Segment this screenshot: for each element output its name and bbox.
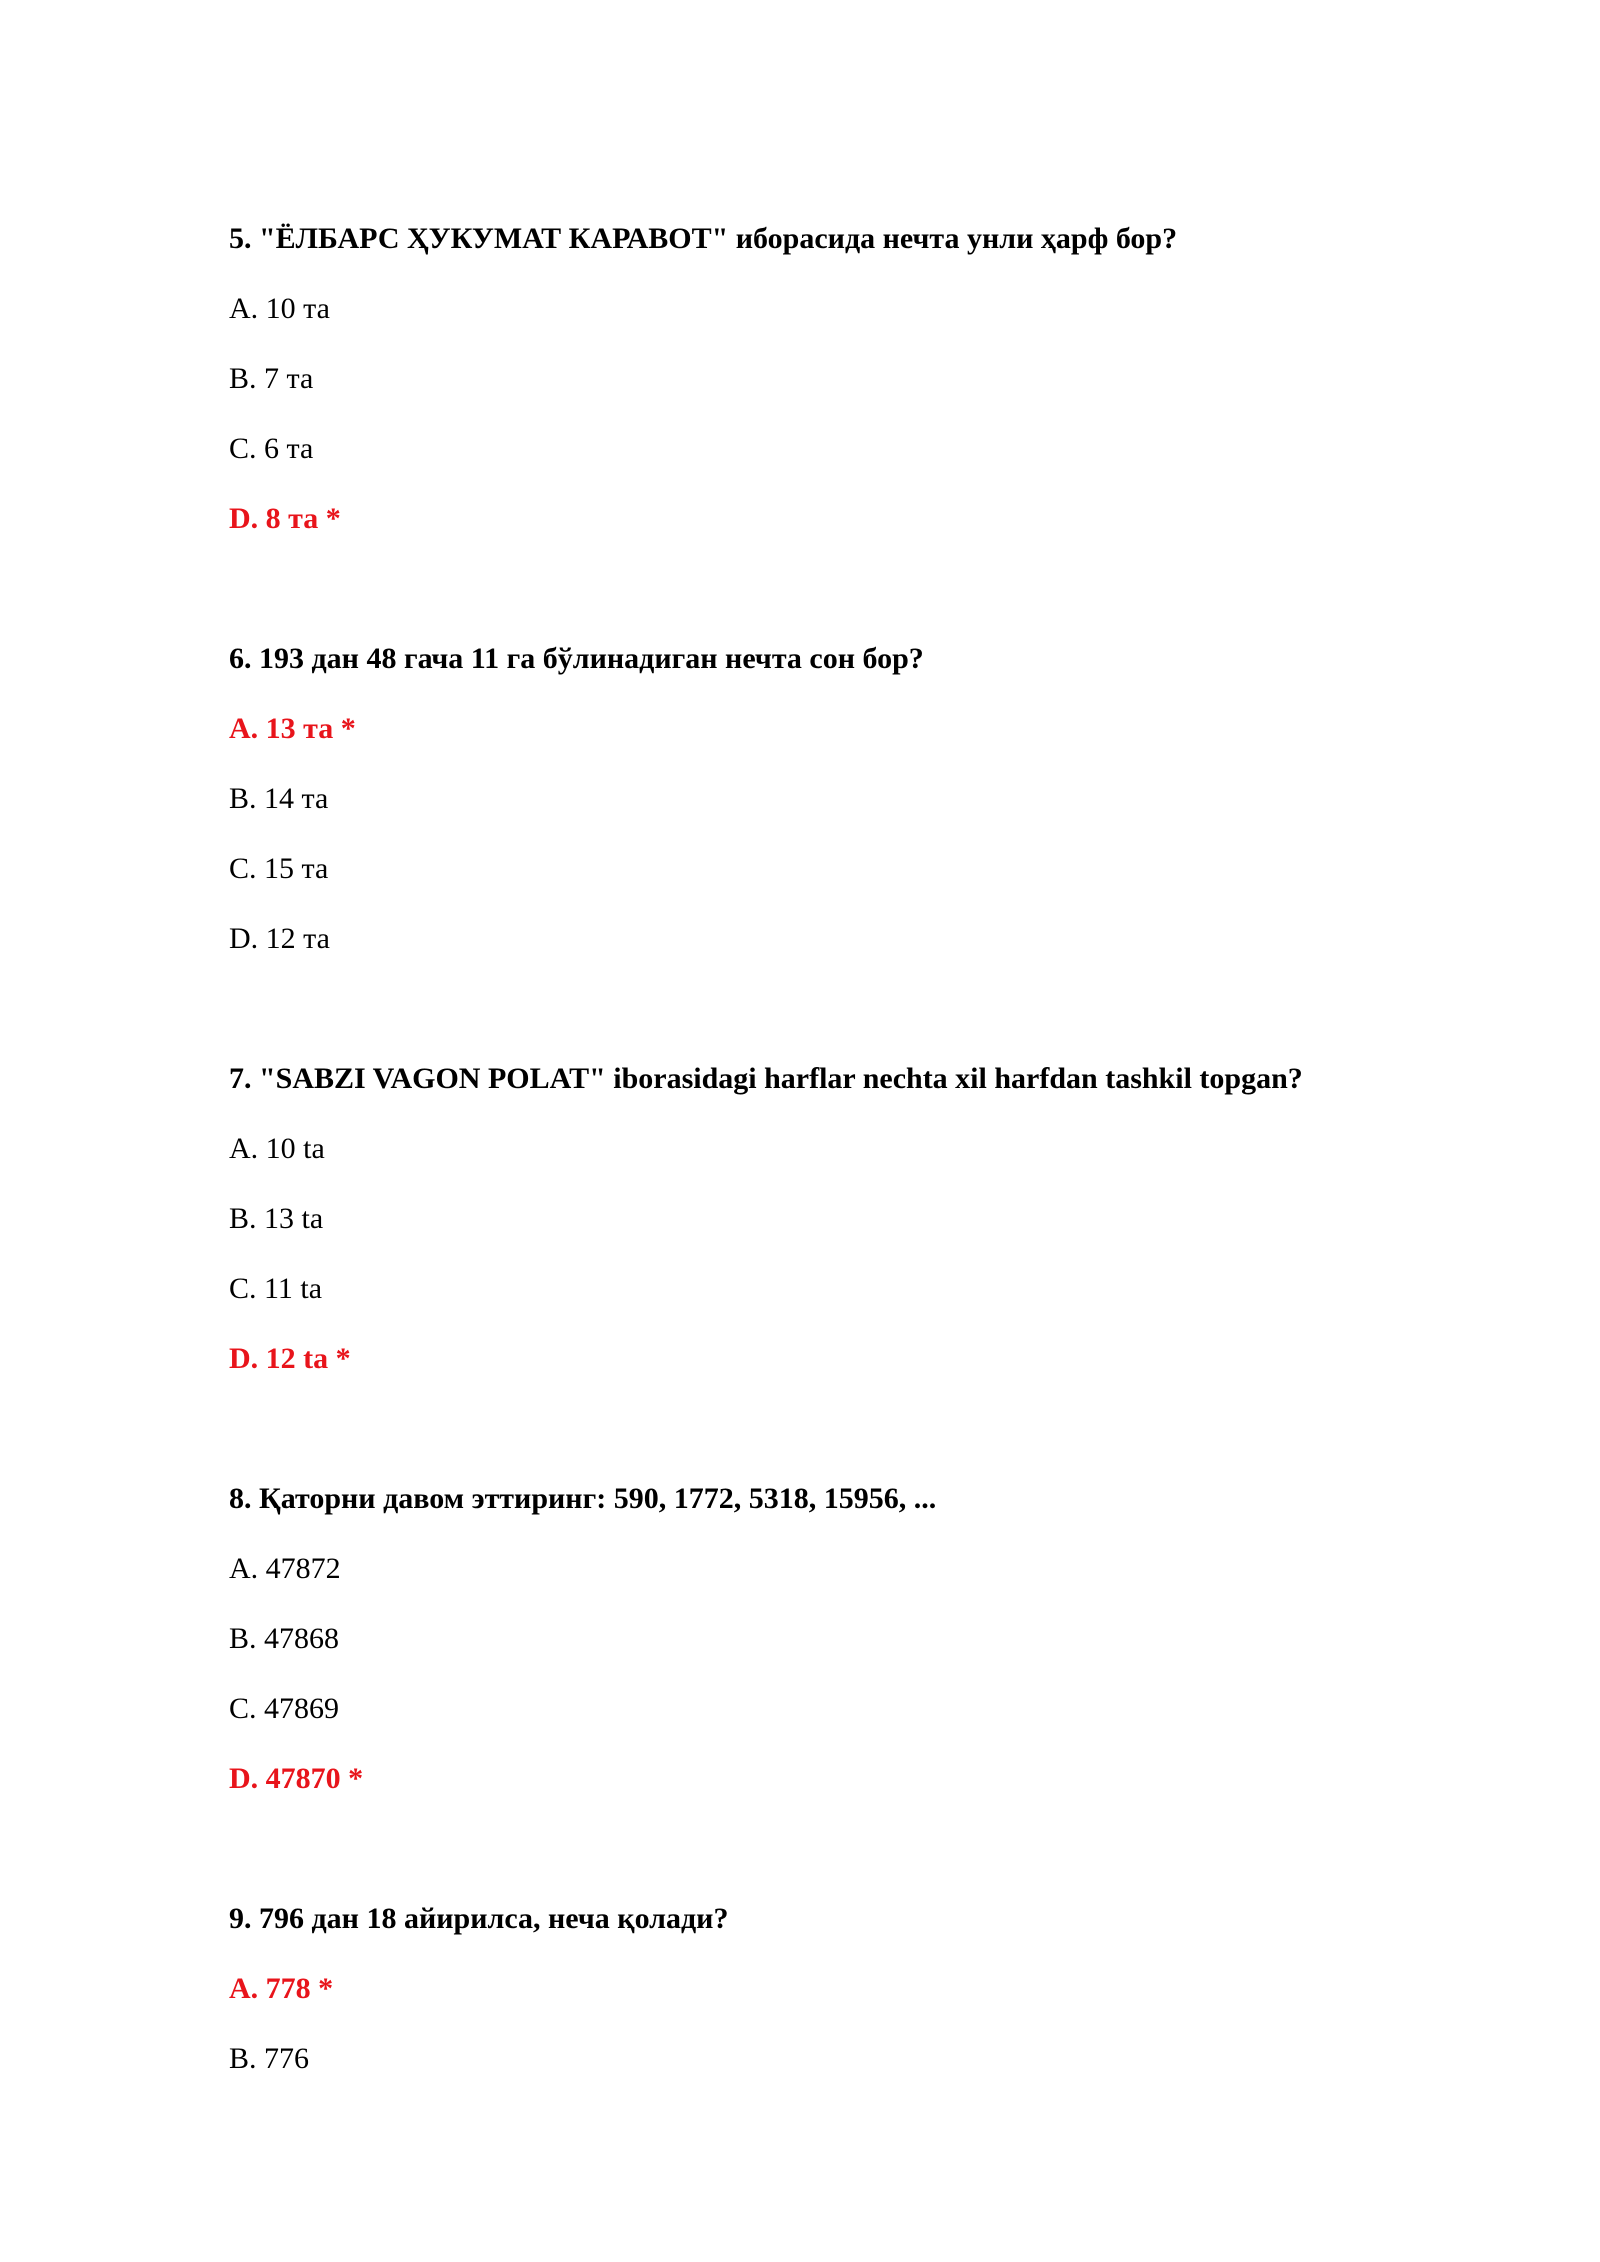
- question-text: 9. 796 дан 18 айирилса, неча қолади?: [229, 1902, 729, 1935]
- question-text: 7. "SABZI VAGON POLAT" iborasidagi harflar nechta xil harfdan tashkil topgan?: [229, 1062, 1303, 1095]
- option-a-correct: A. 13 та *: [229, 712, 356, 745]
- question-spacer: [229, 572, 1489, 642]
- option-b: B. 776: [229, 2042, 310, 2075]
- option-b: B. 14 та: [229, 782, 329, 815]
- question-spacer: [229, 1832, 1489, 1902]
- option-b: B. 13 ta: [229, 1202, 324, 1235]
- option-d-correct: D. 12 ta *: [229, 1342, 351, 1375]
- option-d-correct: D. 47870 *: [229, 1762, 364, 1795]
- option-c: C. 47869: [229, 1692, 340, 1725]
- question-9: [229, 1902, 1489, 2076]
- question-spacer: [229, 992, 1489, 1062]
- question-6: [229, 642, 1489, 956]
- question-text: 6. 193 дан 48 гача 11 га бўлинадиган нечта сон бор?: [229, 642, 924, 675]
- option-c: C. 6 та: [229, 432, 314, 465]
- question-7: [229, 1062, 1489, 1376]
- option-c: C. 11 ta: [229, 1272, 323, 1305]
- option-b: B. 47868: [229, 1622, 340, 1655]
- option-d-correct: D. 8 та *: [229, 502, 341, 535]
- option-b: B. 7 та: [229, 362, 314, 395]
- option-a-correct: A. 778 *: [229, 1972, 334, 2005]
- question-text: 5. "ЁЛБАРС ҲУКУМАТ КАРАВОТ" иборасида нечта унли ҳарф бор?: [229, 222, 1178, 255]
- question-spacer: [229, 1412, 1489, 1482]
- option-a: A. 10 та: [229, 292, 330, 325]
- question-5: [229, 222, 1489, 536]
- document-page: [229, 222, 1489, 2112]
- option-a: A. 10 ta: [229, 1132, 325, 1165]
- option-a: A. 47872: [229, 1552, 341, 1585]
- option-d: D. 12 та: [229, 922, 330, 955]
- question-8: [229, 1482, 1489, 1796]
- question-text: 8. Қаторни давом эттиринг: 590, 1772, 5318, 15956, ...: [229, 1482, 937, 1515]
- option-c: C. 15 та: [229, 852, 329, 885]
